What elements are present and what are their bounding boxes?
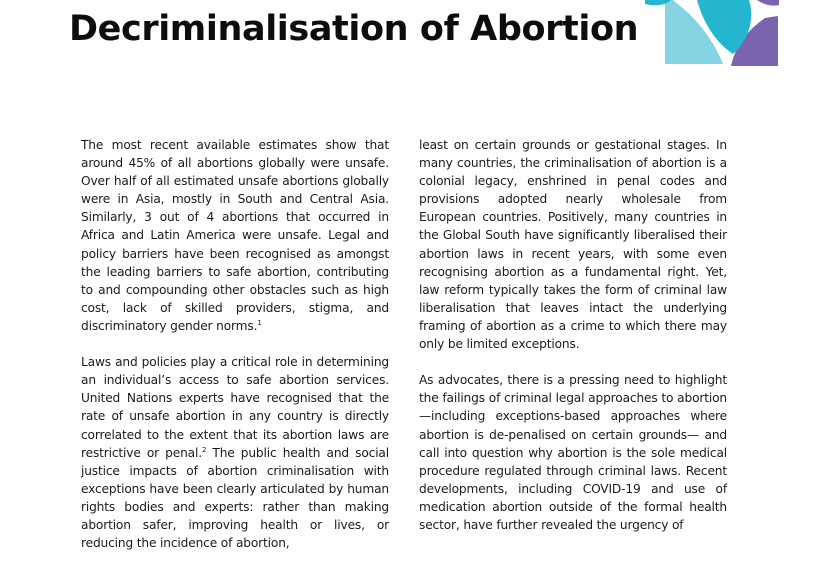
- page-title: Decriminalisation of Abortion: [69, 9, 639, 49]
- paragraph: [81, 136, 389, 335]
- paragraph-text: The public health and social justice impacts of abortion criminalisation with exceptions have been clearly articulated by human rights bodies and experts: rather than making abortion safer, improving health or lives, or reducing the incidence of abortion,: [81, 445, 389, 551]
- right-column: [419, 136, 727, 552]
- decorative-shapes: [645, 0, 780, 70]
- paragraph-text: Laws and policies play a critical role in determining an individual’s access to safe abortion services. United Nations experts have recognised that the rate of unsafe abortion in any country is directly correlated to the extent that its abortion laws are restrictive or penal.: [81, 355, 389, 460]
- left-column: [81, 136, 389, 570]
- paragraph: As advocates, there is a pressing need to highlight the failings of criminal legal approaches to abortion—including exceptions-based approaches where abortion is de-penalised on certain grounds— and call into question why abortion is the sole medical procedure regulated through criminal laws. Recent developments, including COVID-19 and use of medication abortion outside of the formal health sector, have further revealed the urgency of: [419, 373, 727, 532]
- paragraph: least on certain grounds or gestational stages. In many countries, the criminalisation of abortion is a colonial legacy, enshrined in penal codes and provisions adopted nearly wholesale from European countries. Positively, many countries in the Global South have significantly liberalised their abortion laws in recent years, with some even recognising abortion as a fundamental right. Yet, law reform typically takes the form of criminal law liberalisation that leaves intact the underlying framing of abortion as a crime to which there may only be limited exceptions.: [419, 138, 727, 352]
- footnote-ref[interactable]: 2: [201, 445, 207, 454]
- paragraph-text: The most recent available estimates show that around 45% of all abortions globally were unsafe. Over half of all estimated unsafe abortions globally were in Asia, mostly in South and Central Asia. Similarly, 3 out of 4 abortions that occurred in Africa and Latin America were unsafe. Legal and policy barriers have been recognised as amongst the leading barriers to safe abortion, contributing to and compounding other obstacles such as high cost, lack of skilled providers, stigma, and discriminatory gender norms.: [81, 138, 389, 333]
- footnote-ref[interactable]: 1: [257, 318, 262, 327]
- purple-arc-shape: [757, 0, 779, 6]
- paragraph: [81, 353, 389, 552]
